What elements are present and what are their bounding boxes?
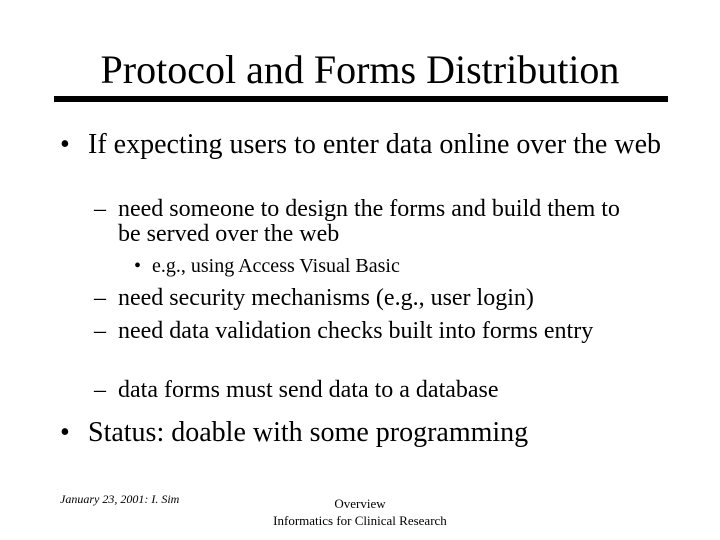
dash-marker: –: [94, 196, 106, 222]
bullet-marker: •: [134, 255, 142, 277]
dash-marker: –: [94, 318, 106, 344]
bullet-text: If expecting users to enter data online over the web: [88, 129, 662, 160]
footer-section-name: Overview: [334, 496, 386, 511]
footer-date-author: January 23, 2001: I. Sim: [60, 492, 180, 506]
dash-marker: –: [94, 377, 106, 403]
bullet-text: need security mechanisms (e.g., user login): [118, 285, 534, 311]
title-underline: [54, 96, 668, 102]
footer-course-name: Informatics for Clinical Research: [273, 513, 447, 528]
bullet-text: e.g., using Access Visual Basic: [152, 255, 400, 277]
bullet-marker: •: [60, 417, 70, 448]
dash-marker: –: [94, 285, 106, 311]
bullet-text: data forms must send data to a database: [118, 377, 499, 403]
slide-title: Protocol and Forms Distribution: [100, 47, 620, 92]
bullet-marker: •: [60, 129, 70, 160]
footer-center: [230, 495, 490, 529]
bullet-text: Status: doable with some programming: [88, 417, 529, 448]
bullet-text: need data validation checks built into forms entry: [118, 318, 594, 344]
bullet-text: need someone to design the forms and build them to be served over the web: [118, 196, 620, 247]
